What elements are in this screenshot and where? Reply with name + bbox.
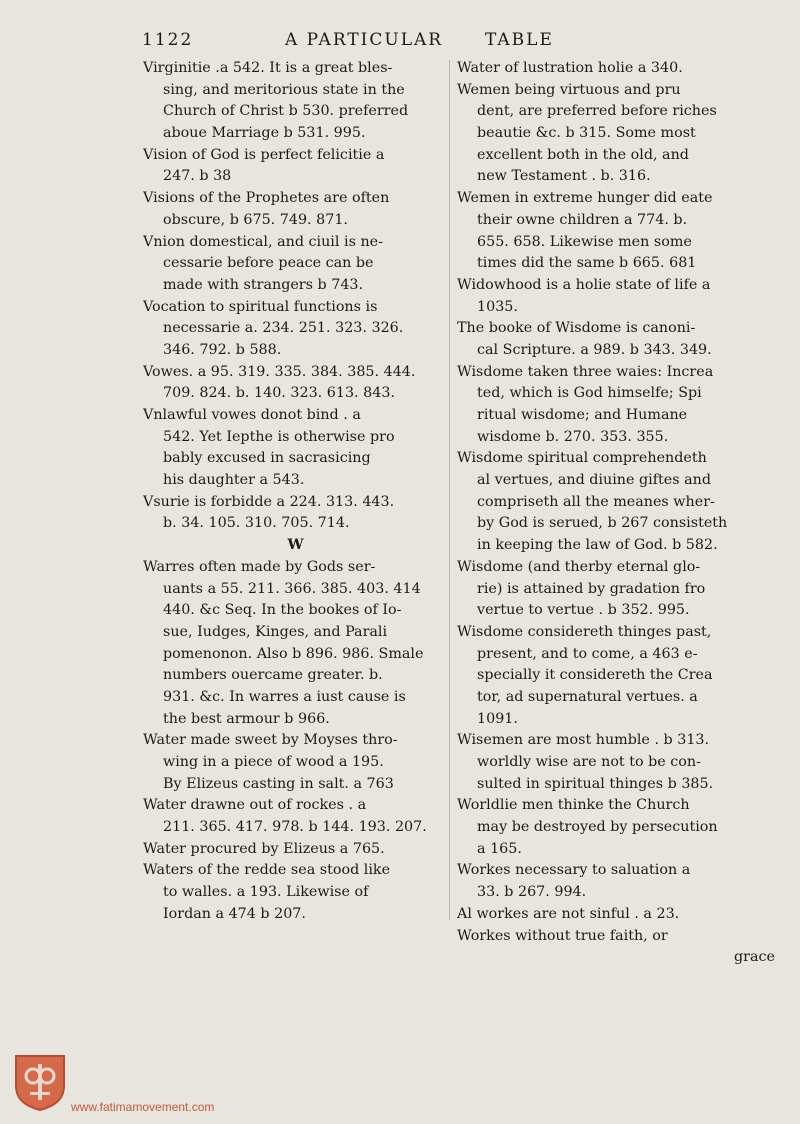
right-index-line: a 165. [477,840,522,857]
right-index-line: grace [734,949,775,966]
right-index-line: Workes without true faith, or [457,927,668,944]
right-index-line: Wisemen are most humble . b 313. [457,732,710,749]
left-index-line: Warres often made by Gods ser- [143,558,376,575]
right-index-line: by God is serued, b 267 consisteth [477,515,728,532]
left-index-line: Water drawne out of rockes . a [143,797,367,814]
left-index-line: Vocation to spiritual functions is [143,298,378,315]
right-index-line: ted, which is God himselfe; Spi [477,385,702,402]
right-index-line: dent, are preferred before riches [477,103,717,120]
right-index-line: present, and to come, a 463 e- [477,645,698,662]
left-index-column [143,58,448,926]
header-title-part1: A PARTICULAR [285,30,444,50]
left-index-line: b. 34. 105. 310. 705. 714. [163,515,350,532]
section-letter: W [287,537,304,554]
left-index-line: necessarie a. 234. 251. 323. 326. [163,320,404,337]
watermark-url[interactable]: www.fatimamovement.com [71,1100,215,1114]
left-index-line: 440. &c Seq. In the bookes of Io- [163,602,402,619]
left-index-line: 709. 824. b. 140. 323. 613. 843. [163,385,395,402]
right-index-line: al vertues, and diuine giftes and [477,472,711,489]
right-index-line: vertue to vertue . b 352. 995. [477,602,690,619]
left-index-line: Vsurie is forbidde a 224. 313. 443. [143,493,395,510]
right-index-column [457,58,775,969]
left-index-line: pomenonon. Also b 896. 986. Smale [163,645,424,662]
left-index-line: bably excused in sacrasicing [163,450,371,467]
left-index-line: Visions of the Prophetes are often [143,190,390,207]
left-index-line: sue, Iudges, Kinges, and Parali [163,623,388,640]
right-index-line: compriseth all the meanes wher- [477,493,715,510]
left-index-line: cessarie before peace can be [163,255,374,272]
left-index-line: Vowes. a 95. 319. 335. 384. 385. 444. [143,363,416,380]
left-index-line: made with strangers b 743. [163,276,364,293]
left-index-line: 211. 365. 417. 978. b 144. 193. 207. [163,819,427,836]
right-index-line: Wemen being virtuous and pru [457,81,681,98]
right-index-line: Al workes are not sinful . a 23. [457,905,680,922]
left-index-line: Water made sweet by Moyses thro- [143,732,398,749]
right-index-line: 1035. [477,298,518,315]
right-index-line: specially it considereth the Crea [477,667,713,684]
right-index-line: in keeping the law of God. b 582. [477,537,718,554]
left-index-line: By Elizeus casting in salt. a 763 [163,775,394,792]
left-index-line: 542. Yet Iepthe is otherwise pro [163,428,395,445]
right-index-line: cal Scripture. a 989. b 343. 349. [477,341,712,358]
left-index-line: Water procured by Elizeus a 765. [143,840,385,857]
left-index-line: Waters of the redde sea stood like [143,862,391,879]
left-index-line: 931. &c. In warres a iust cause is [163,688,406,705]
right-index-line: excellent both in the old, and [477,146,689,163]
right-index-line: wisdome b. 270. 353. 355. [477,428,669,445]
left-index-line: 346. 792. b 588. [163,341,282,358]
fatima-emblem-icon [12,1052,68,1112]
right-index-line: 33. b 267. 994. [477,884,587,901]
right-index-line: times did the same b 665. 681 [477,255,697,272]
right-index-line: 655. 658. Likewise men some [477,233,692,250]
header-title-part2: TABLE [485,30,554,50]
column-divider [449,60,450,920]
page-number: 1122 [142,30,194,50]
right-index-line: new Testament . b. 316. [477,168,651,185]
right-index-line: worldly wise are not to be con- [477,754,701,770]
right-index-line: Worldlie men thinke the Church [457,797,690,814]
right-index-line: Workes necessary to saluation a [457,862,691,879]
left-index-line: Iordan a 474 b 207. [163,905,306,922]
left-index-line: aboue Marriage b 531. 995. [163,125,366,142]
left-index-line: 247. b 38 [163,168,232,185]
right-index-line: Water of lustration holie a 340. [457,60,683,76]
left-index-line: Church of Christ b 530. preferred [163,103,409,120]
left-index-line: sing, and meritorious state in the [163,81,405,98]
right-index-line: Wisdome spiritual comprehendeth [457,450,707,467]
left-index-line: obscure, b 675. 749. 871. [163,211,348,228]
right-index-line: Wemen in extreme hunger did eate [457,190,713,207]
right-index-line: beautie &c. b 315. Some most [477,125,696,142]
left-index-line: Vnlawful vowes donot bind . a [143,407,361,423]
right-index-line: rie) is attained by gradation fro [477,580,706,597]
left-index-line: Vnion domestical, and ciuil is ne- [143,233,383,250]
left-index-line: uants a 55. 211. 366. 385. 403. 414 [163,580,421,597]
left-index-line: Vision of God is perfect felicitie a [143,146,385,163]
left-index-line: his daughter a 543. [163,472,305,489]
right-index-line: Wisdome taken three waies: Increa [457,363,714,380]
right-index-line: their owne children a 774. b. [477,211,688,228]
right-index-line: The booke of Wisdome is canoni- [457,320,696,337]
right-index-line: Widowhood is a holie state of life a [457,276,711,293]
right-index-line: ritual wisdome; and Humane [477,407,688,423]
left-index-line: Virginitie .a 542. It is a great bles- [143,60,393,76]
left-index-line: numbers ouercame greater. b. [163,667,383,684]
right-index-line: tor, ad supernatural vertues. a [477,688,698,705]
left-index-line: to walles. a 193. Likewise of [163,884,369,901]
right-index-line: Wisdome (and therby eternal glo- [457,558,701,575]
left-index-line: wing in a piece of wood a 195. [163,754,384,770]
right-index-line: 1091. [477,710,518,727]
right-index-line: sulted in spiritual thinges b 385. [477,775,714,792]
left-index-line: the best armour b 966. [163,710,330,727]
right-index-line: Wisdome considereth thinges past, [457,623,712,640]
right-index-line: may be destroyed by persecution [477,819,718,836]
page-header [142,30,772,56]
